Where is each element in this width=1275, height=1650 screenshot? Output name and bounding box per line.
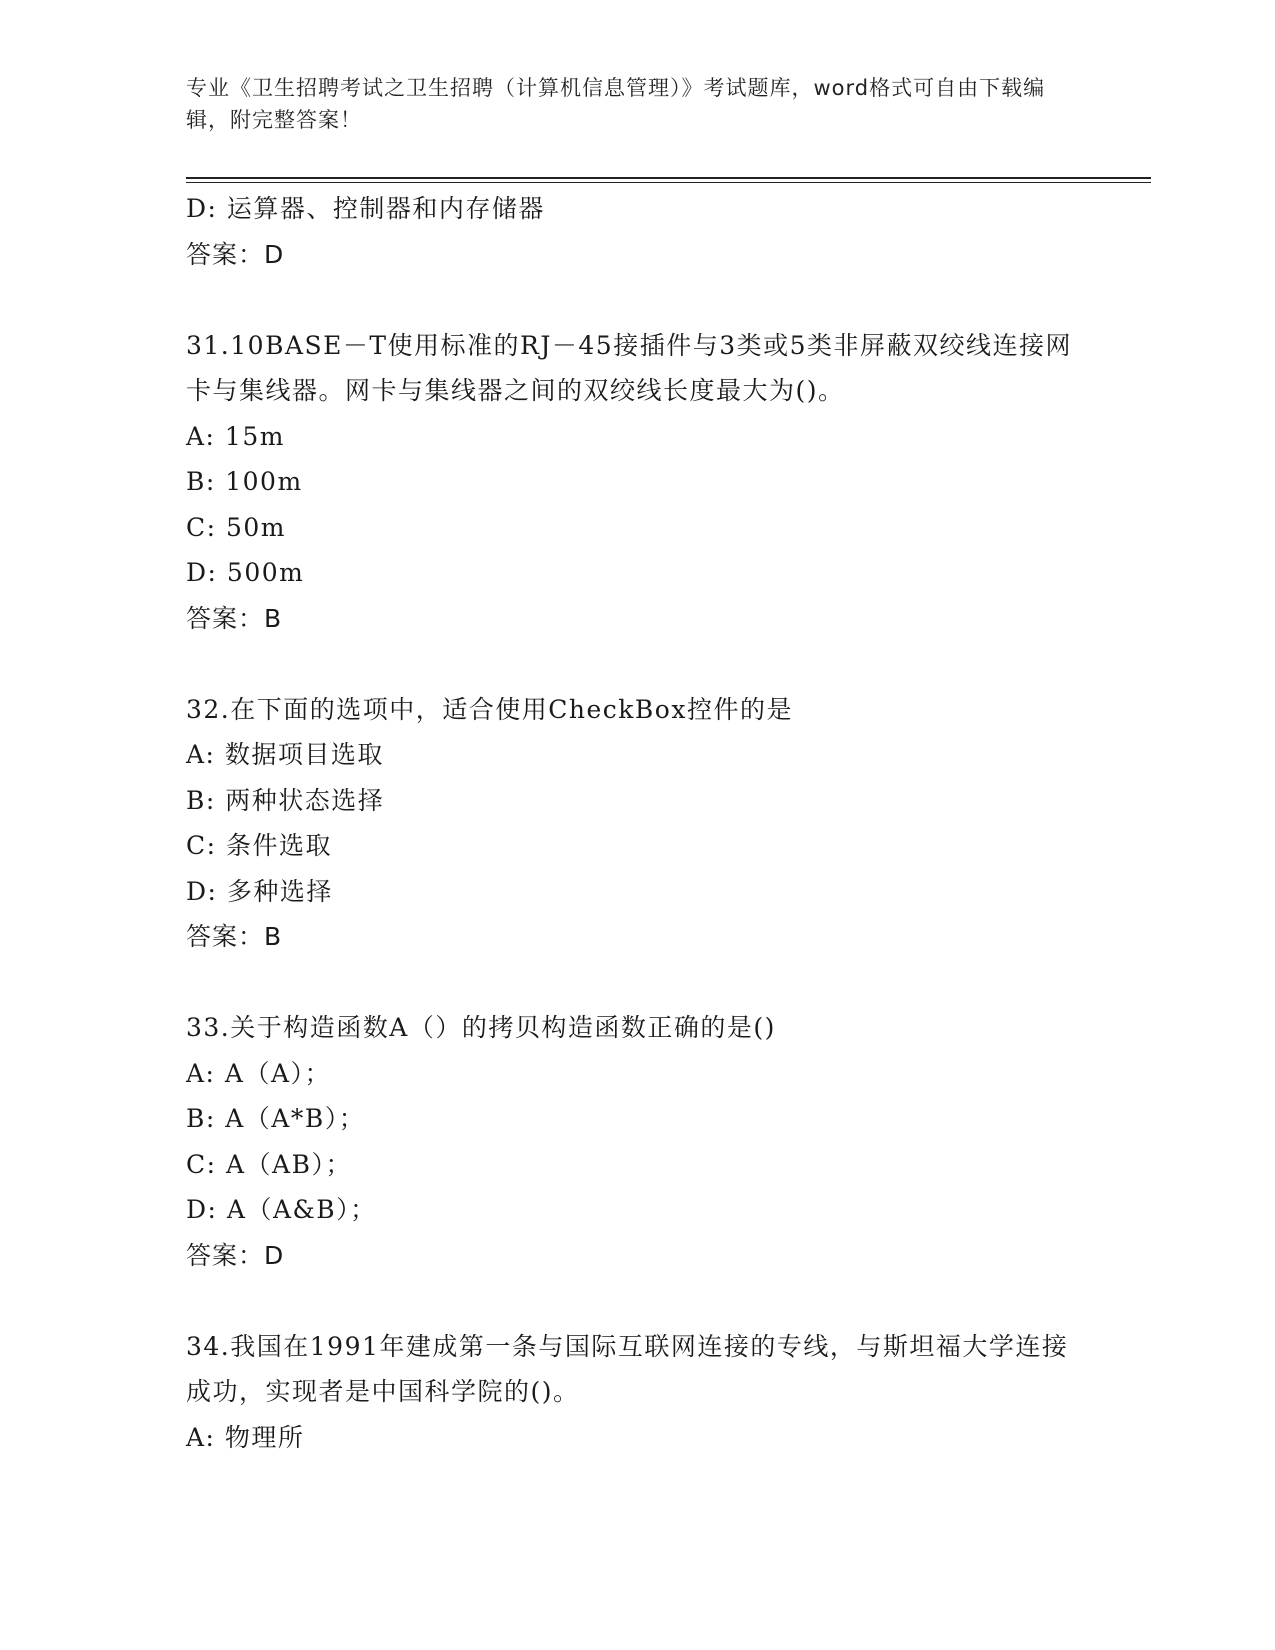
question-31-title: 31.10BASE－T使用标准的RJ－45接插件与3类或5类非屏蔽双绞线连接网卡与集线器。网卡与集线器之间的双绞线长度最大为()。 — [186, 330, 1073, 405]
question-32-option-d: D: 多种选择 — [186, 876, 333, 906]
question-34-title: 34.我国在1991年建成第一条与国际互联网连接的专线，与斯坦福大学连接成功，实现者是中国科学院的()。 — [186, 1331, 1069, 1406]
header-rule-top — [186, 177, 1151, 179]
question-32-title: 32.在下面的选项中，适合使用CheckBox控件的是 — [186, 694, 793, 724]
question-33-option-d: D: A（A&B）； — [186, 1195, 377, 1224]
question-31-option-c: C: 50m — [186, 512, 287, 542]
question-33-option-b: B: A（A*B）； — [186, 1104, 366, 1133]
question-32-option-b: B: 两种状态选择 — [186, 785, 385, 815]
question-31-answer: 答案：B — [186, 603, 283, 633]
question-33-option-c: C: A（AB）； — [186, 1149, 352, 1179]
question-31-option-a: A: 15m — [186, 421, 285, 451]
question-33-option-a: A: A（A）； — [186, 1058, 332, 1088]
question-32-answer: 答案：B — [186, 922, 283, 951]
answer-fragment: 答案：D — [186, 239, 285, 269]
question-32-option-c: C: 条件选取 — [186, 831, 332, 860]
option-d-fragment: D: 运算器、控制器和内存储器 — [186, 194, 545, 223]
question-31-option-b: B: 100m — [186, 467, 303, 496]
page-header: 专业《卫生招聘考试之卫生招聘（计算机信息管理）》考试题库，word格式可自由下载编辑，附完整答案！ — [186, 76, 1046, 132]
header-rule-bottom — [186, 182, 1151, 183]
question-34-option-a: A: 物理所 — [186, 1422, 305, 1452]
document-body — [186, 186, 1086, 1460]
question-32-option-a: A: 数据项目选取 — [186, 740, 384, 769]
question-33-answer: 答案：D — [186, 1240, 285, 1270]
question-33-title: 33.关于构造函数A（）的拷贝构造函数正确的是() — [186, 1013, 776, 1042]
question-31-option-d: D: 500m — [186, 558, 305, 587]
